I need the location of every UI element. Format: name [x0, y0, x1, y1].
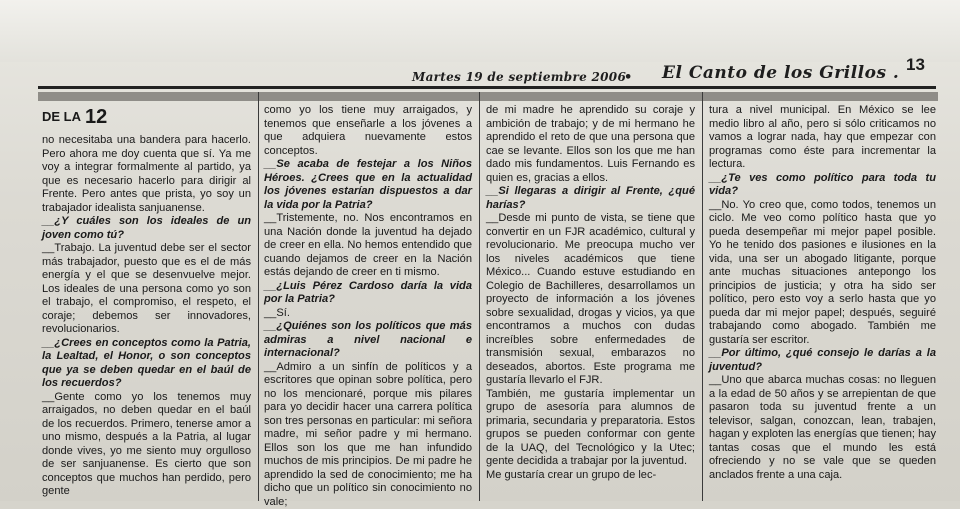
article-column-2: [264, 104, 472, 509]
issue-date: Martes 19 de septiembre 2006: [412, 70, 626, 84]
header-rule: [38, 86, 936, 89]
article-paragraph: __Sí.: [264, 307, 472, 321]
page-number: 13: [906, 55, 925, 75]
continuation-marker: [42, 106, 251, 129]
article-paragraph: __Uno que abarca muchas cosas: no lleguen a la edad de 50 años y se arrepientan de que pasaron toda su juventud frente a un televisor, salgan, conozcan, lean, trabajen, hagan y exploten las energías que tienen; hay tantas cosas que el mundo les está ofreciendo y no se vale que se queden anclados frente a una caja.: [709, 374, 936, 482]
interview-question: __¿Quiénes son los políticos que más admiras a nivel nacional e internacional?: [264, 320, 472, 361]
column-divider: [479, 92, 480, 501]
interview-question: __Por último, ¿qué consejo le darías a la juventud?: [709, 347, 936, 374]
article-column-1: [42, 104, 251, 499]
article-paragraph: __No. Yo creo que, como todos, tenemos un ciclo. Me veo como político hasta que yo pueda desempeñar mi mejor papel posible. Yo he tenido dos pasiones e ilusiones en la vida, una ser un abogado litigante, porque ante muchas situaciones antepongo los principios de justicia; y otra ha sido ser político, pero esto voy a serlo hasta que yo pueda dar mi mejor papel; después, seguiré trabajando como abogado. También me gustaría ser escritor.: [709, 199, 936, 348]
column-divider: [702, 92, 703, 501]
page-top-margin: [0, 0, 960, 62]
article-paragraph: __Gente como yo los tenemos muy arraigados, no deben quedar en el baúl de los recuerdos. Primero, tenerse amor a uno mismo, después a la Patria, al lugar donde vives, yo me siento muy orgulloso de ser sanjuanense. Es cierto que son conceptos que muchos han perdido, pero gente: [42, 391, 251, 499]
section-bar: [38, 92, 938, 101]
interview-question: __¿Te ves como político para toda tu vida?: [709, 172, 936, 199]
article-paragraph: __Tristemente, no. Nos encontramos en una Nación donde la juventud ha dejado de creer en ella. No hemos entendido que cuando dejamos de creer en la Nación estás dejando de creer en ti mismo.: [264, 212, 472, 280]
interview-question: __Si llegaras a dirigir al Frente, ¿qué harías?: [486, 185, 695, 212]
section-title: El Canto de los Grillos .: [662, 63, 899, 83]
article-column-3: [486, 104, 695, 482]
interview-question: __¿Crees en conceptos como la Patria, la Lealtad, el Honor, o son conceptos que ya se deben quedar en el baúl de los recuerdos?: [42, 337, 251, 391]
article-paragraph: Me gustaría crear un grupo de lec-: [486, 469, 695, 483]
article-paragraph: de mi madre he aprendido su coraje y ambición de trabajo; y de mi hermano he aprendido el reto de que una persona que cae se levante. Ellos son los que me han dado mis fundamentos. Luis Fernando es quien es, gracias a ellos.: [486, 104, 695, 185]
interview-question: __¿Luis Pérez Cardoso daría la vida por la Patria?: [264, 280, 472, 307]
article-column-4: [709, 104, 936, 482]
article-paragraph: tura a nivel municipal. En México se lee medio libro al año, pero si sólo criticamos no vamos a lograr nada, hay que empezar con programas como éste para incrementar la lectura.: [709, 104, 936, 172]
interview-question: __¿Y cuáles son los ideales de un joven como tú?: [42, 215, 251, 242]
continuation-label: DE LA: [42, 109, 81, 124]
article-paragraph: __Desde mi punto de vista, se tiene que convertir en un FJR académico, cultural y revolucionario. Me preocupa mucho ver los niveles académicos que tiene México... Cuando estuve estudiando en Colegio de Bachilleres, desarrollamos un proyecto de información a los jóvenes sobre sexualidad, drogas y vicios, ya que encontramos a muchos con dudas increíbles sobre enfermedades de transmisión sexual, embarazos no deseados, abortos. Este programa me gustaría llevarlo el FJR.: [486, 212, 695, 388]
article-paragraph: __Trabajo. La juventud debe ser el sector más trabajador, puesto que es el de más energía y el que se desenvuelve mejor. Los ideales de una persona como yo son el trabajo, el compromiso, el respeto, el coraje; debemos ser innovadores, revolucionarios.: [42, 242, 251, 337]
article-paragraph: También, me gustaría implementar un grupo de asesoría para alumnos de primaria, secundaria y preparatoria. Estos grupos se pueden conformar con gente de la UAQ, del Tecnológico y la Utec; gente decidida a trabajar por la juventud.: [486, 388, 695, 469]
header-separator: •: [624, 70, 632, 85]
article-paragraph: __Admiro a un sinfín de políticos y a escritores que opinan sobre política, pero no los mencionaré, porque mis pilares para yo decidir hacer una carrera política son tres personas en particular: mi señora madre, mi señor padre y mi hermano. Ellos son los que me han infundido muchos de mis principios. De mi padre he aprendido la sed de conocimiento; me ha dicho que un político sin conocimiento no vale;: [264, 361, 472, 509]
interview-question: __Se acaba de festejar a los Niños Héroes. ¿Crees que en la actualidad los jóvenes estarían dispuestos a dar la vida por la Patria?: [264, 158, 472, 212]
article-paragraph: no necesitaba una bandera para hacerlo. Pero ahora me doy cuenta que sí. Ya me voy a integrar formalmente al partido, ya que es necesario hacerlo para dirigir al Frente. Pero antes que prista, yo soy un trabajador idealista sanjuanense.: [42, 134, 251, 215]
continuation-page: 12: [85, 106, 107, 128]
column-divider: [258, 92, 259, 501]
article-paragraph: como yo los tiene muy arraigados, y tenemos que enseñarle a los jóvenes a que adquiera nuevamente estos conceptos.: [264, 104, 472, 158]
